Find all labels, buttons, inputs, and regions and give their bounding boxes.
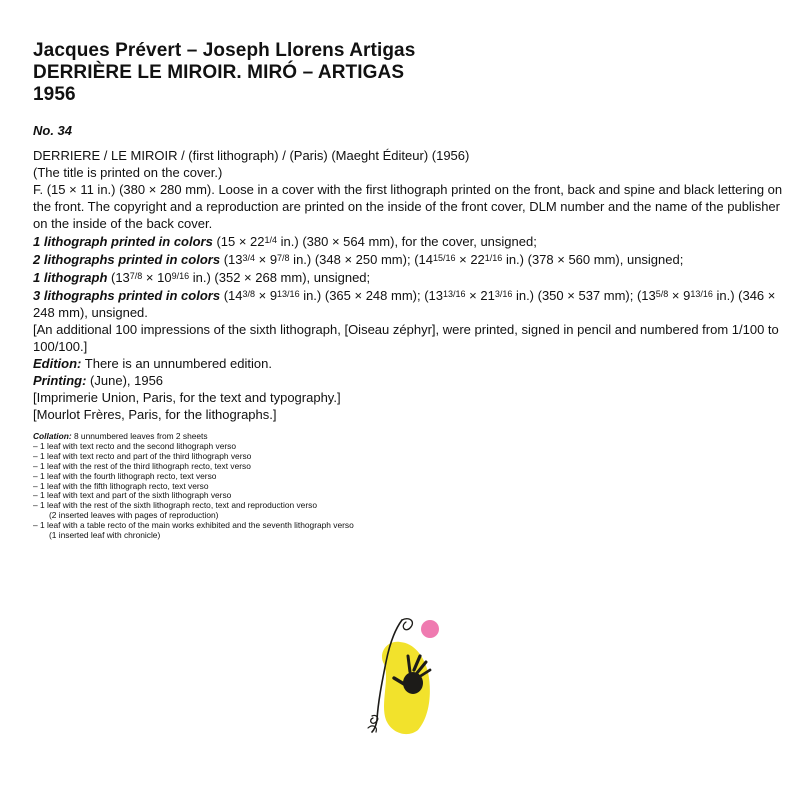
- description-block: [33, 147, 783, 423]
- additional-impressions-note: [An additional 100 impressions of the sixth lithograph, [Oiseau zéphyr], were printed, signed in pencil and numbered from 1/100 to 100/100.]: [33, 322, 779, 354]
- collation-line: – 1 leaf with the rest of the third lithograph recto, text verso: [33, 460, 251, 471]
- collation-line: – 1 leaf with text and part of the sixth lithograph verso: [33, 490, 232, 501]
- pink-circle: [421, 620, 439, 638]
- collation-summary: Collation: 8 unnumbered leaves from 2 sheets: [33, 431, 208, 441]
- collation-line: – 1 leaf with a table recto of the main works exhibited and the seventh lithograph verso: [33, 520, 354, 531]
- item-label: 3 lithographs printed in colors: [33, 288, 221, 303]
- lithograph-drawing: [360, 612, 450, 737]
- item-label: 1 lithograph: [33, 270, 108, 285]
- collation-line: – 1 leaf with text recto and part of the third lithograph verso: [33, 450, 252, 461]
- lithograph-item: 2 lithographs printed in colors ($13^{3/4} \times 9^{7/8}$ in.) (348 × 250 mm); ($14^{15/16} \times 22^{1/16}$ in.) (378 × 560 mm), unsigned;: [33, 252, 684, 267]
- collation-line: – 1 leaf with the rest of the sixth lithograph recto, text and reproduction verso: [33, 500, 317, 511]
- collation-note: (1 inserted leaf with chronicle): [49, 530, 161, 541]
- printer-line: [Mourlot Frères, Paris, for the lithographs.]: [33, 407, 277, 422]
- printing-line: Printing: (June), 1956: [33, 373, 164, 388]
- lithograph-item: 1 lithograph printed in colors ($15 \times 22^{1/4}$ in.) (380 × 564 mm), for the cover, unsigned;: [33, 234, 537, 249]
- authors-heading: Jacques Prévert – Joseph Llorens Artigas: [33, 40, 416, 61]
- edition-label: Edition:: [33, 356, 82, 371]
- year-heading: 1956: [33, 84, 76, 105]
- item-label: 2 lithographs printed in colors: [33, 252, 221, 267]
- item-label: 1 lithograph printed in colors: [33, 234, 213, 249]
- lithograph-item: 1 lithograph ($13^{7/8} \times 10^{9/16}$ in.) (352 × 268 mm), unsigned;: [33, 270, 371, 285]
- collation-note: (2 inserted leaves with pages of reproduction): [49, 510, 219, 521]
- title-note: (The title is printed on the cover.): [33, 165, 223, 180]
- miro-lithograph-illustration: [360, 612, 450, 742]
- edition-line: Edition: There is an unnumbered edition.: [33, 356, 272, 371]
- collation-line: – 1 leaf with text recto and the second lithograph verso: [33, 440, 236, 451]
- lithograph-item: 3 lithographs printed in colors ($14^{3/8} \times 9^{13/16}$ in.) (365 × 248 mm); ($13^{13/16} \times 21^{3/16}$ in.) (350 × 537 mm); ($13^{5/8} \times 9^{13/16}$ in.) (346 × 248 mm), unsigned.: [33, 288, 776, 320]
- catalogue-number: No. 34: [33, 123, 73, 138]
- collation-label: Collation:: [33, 431, 72, 441]
- catalogue-entry: [33, 40, 783, 541]
- black-hand-print: [403, 672, 423, 694]
- printing-label: Printing:: [33, 373, 87, 388]
- collation-block: [33, 432, 783, 541]
- collation-line: – 1 leaf with the fifth lithograph recto, text verso: [33, 480, 209, 491]
- format-description: F. (15 × 11 in.) (380 × 280 mm). Loose in a cover with the first lithograph printed on the front, back and spine and black lettering on the front. The copyright and a reproduction are printed on the inside of the front cover, DLM number and the name of the publisher on the inside of the back cover.: [33, 182, 783, 231]
- title-transcription: DERRIERE / LE MIROIR / (first lithograph) / (Paris) (Maeght Éditeur) (1956): [33, 148, 470, 163]
- book-title-heading: DERRIÈRE LE MIROIR. MIRÓ – ARTIGAS: [33, 62, 405, 83]
- collation-line: – 1 leaf with the fourth lithograph recto, text verso: [33, 470, 217, 481]
- printer-line: [Imprimerie Union, Paris, for the text and typography.]: [33, 390, 341, 405]
